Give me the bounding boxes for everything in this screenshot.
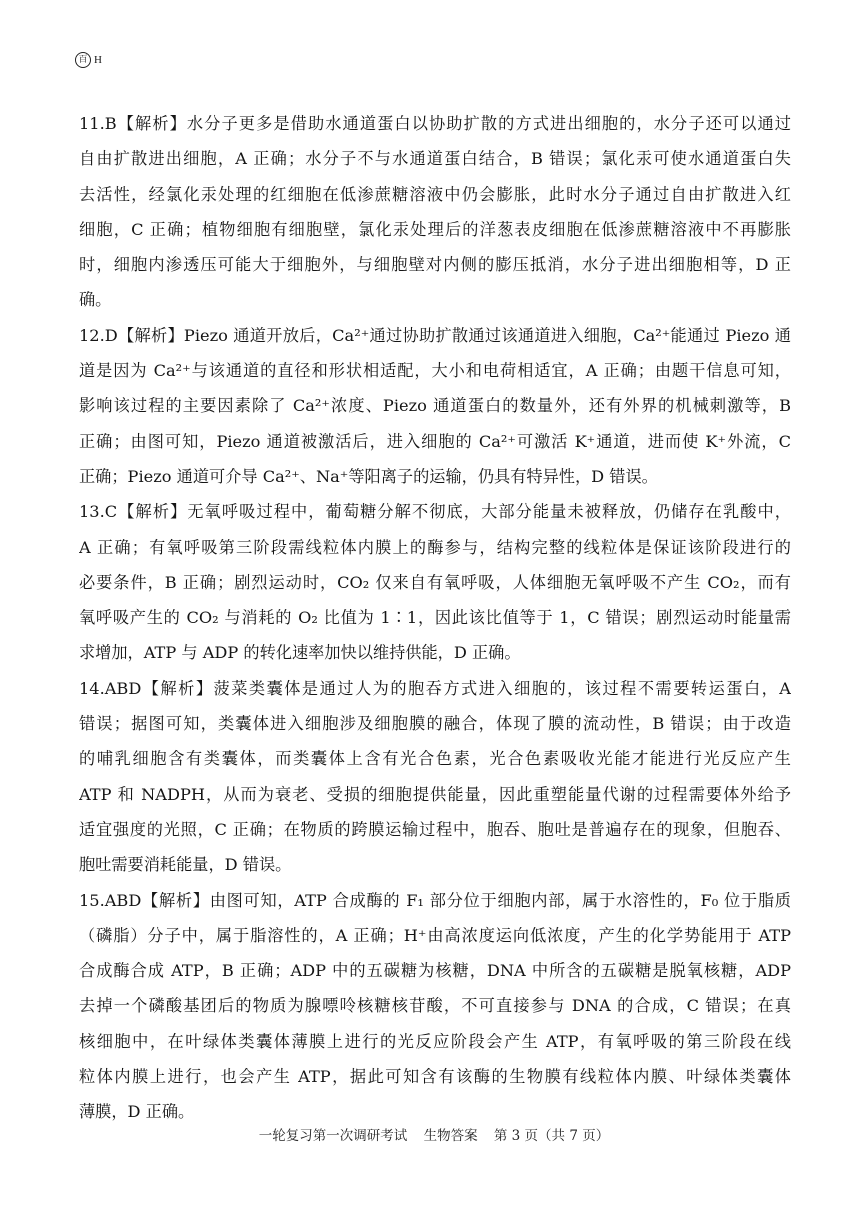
answer-line: ATP 和 NADPH，从而为衰老、受损的细胞提供能量，因此重塑能量代谢的过程需要体外给予 [79,784,791,804]
answer-line: 正确；Piezo 通道可介导 Ca²⁺、Na⁺等阳离子的运输，仍具有特异性，D 错误。 [79,466,658,486]
logo-mark: 百 [75,52,91,68]
answer-line: 去掉一个磷酸基团后的物质为腺嘌呤核糖核苷酸，不可直接参与 DNA 的合成，C 错误；在真 [79,996,791,1016]
answer-line: 正确；由图可知，Piezo 通道被激活后，进入细胞的 Ca²⁺可激活 K⁺通道，进而使 K⁺外流，C [79,431,791,451]
answer-line: 薄膜，D 正确。 [79,1102,195,1122]
answer-line: 氧呼吸产生的 CO₂ 与消耗的 O₂ 比值为 1∶1，因此该比值等于 1，C 错误；剧烈运动时能量需 [79,608,791,628]
answer-line: 自由扩散进出细胞，A 正确；水分子不与水通道蛋白结合，B 错误；氯化汞可使水通道蛋白失 [79,149,791,169]
answer-line: 14.ABD【解析】菠菜类囊体是通过人为的胞吞方式进入细胞的，该过程不需要转运蛋白，A [79,678,791,698]
logo-letter: H [94,54,102,66]
answer-line: 道是因为 Ca²⁺与该通道的直径和形状相适配，大小和电荷相适宜，A 正确；由题干信息可知， [79,361,791,381]
answer-item-11 [79,106,791,318]
footer-page-number: 第 3 页（共 7 页） [493,1128,610,1144]
page-footer [0,1124,868,1144]
footer-exam-title: 一轮复习第一次调研考试 [258,1128,408,1144]
footer-subject: 生物答案 [423,1128,478,1144]
answer-item-14 [79,671,791,883]
answer-line: 的哺乳细胞含有类囊体，而类囊体上含有光合色素，光合色素吸收光能才能进行光反应产生 [79,749,791,769]
answer-line: 求增加，ATP 与 ADP 的转化速率加快以维持供能，D 正确。 [79,643,521,663]
publisher-logo [75,52,102,68]
answer-line: 15.ABD【解析】由图可知，ATP 合成酶的 F₁ 部分位于细胞内部，属于水溶性的，F₀ 位于脂质 [79,890,791,910]
answer-line: 11.B【解析】水分子更多是借助水通道蛋白以协助扩散的方式进出细胞的，水分子还可以通过 [79,114,791,133]
answer-line: 12.D【解析】Piezo 通道开放后，Ca²⁺通过协助扩散通过该通道进入细胞，Ca²⁺能通过 Piezo 通 [79,325,791,345]
answer-line: 粒体内膜上进行，也会产生 ATP，据此可知含有该酶的生物膜有线粒体内膜、叶绿体类囊体 [79,1067,791,1087]
answer-line: 细胞，C 正确；植物细胞有细胞壁，氯化汞处理后的洋葱表皮细胞在低渗蔗糖溶液中不再膨胀 [79,219,791,239]
answer-line: 13.C【解析】无氧呼吸过程中，葡萄糖分解不彻底，大部分能量未被释放，仍储存在乳酸中， [79,502,791,522]
answer-line: 去活性，经氯化汞处理的红细胞在低渗蔗糖溶液中仍会膨胀，此时水分子通过自由扩散进入红 [79,184,791,204]
answer-item-13 [79,494,791,670]
answer-line: 错误；据图可知，类囊体进入细胞涉及细胞膜的融合，体现了膜的流动性，B 错误；由于改造 [79,714,791,734]
answer-line: 适宜强度的光照，C 正确；在物质的跨膜运输过程中，胞吞、胞吐是普遍存在的现象，但胞吞、 [79,819,791,839]
answer-item-15 [79,883,791,1130]
answer-line: 胞吐需要消耗能量，D 错误。 [79,855,292,875]
answer-item-12 [79,318,791,494]
answer-line: 确。 [79,290,112,310]
answer-line: 合成酶合成 ATP，B 正确；ADP 中的五碳糖为核糖，DNA 中所含的五碳糖是脱氧核糖，ADP [79,961,791,981]
answer-line: （磷脂）分子中，属于脂溶性的，A 正确；H⁺由高浓度运向低浓度，产生的化学势能用于 ATP [79,925,791,945]
answer-line: 时，细胞内渗透压可能大于细胞外，与细胞壁对内侧的膨压抵消，水分子进出细胞相等，D 正 [79,255,791,275]
answer-line: 核细胞中，在叶绿体类囊体薄膜上进行的光反应阶段会产生 ATP，有氧呼吸的第三阶段在线 [79,1031,791,1051]
answer-line: A 正确；有氧呼吸第三阶段需线粒体内膜上的酶参与，结构完整的线粒体是保证该阶段进行的 [79,537,791,557]
answer-explanations [79,106,791,1130]
answer-line: 必要条件，B 正确；剧烈运动时，CO₂ 仅来自有氧呼吸，人体细胞无氧呼吸不产生 CO₂，而有 [79,572,791,592]
answer-line: 影响该过程的主要因素除了 Ca²⁺浓度、Piezo 通道蛋白的数量外，还有外界的机械刺激等，B [79,396,791,416]
